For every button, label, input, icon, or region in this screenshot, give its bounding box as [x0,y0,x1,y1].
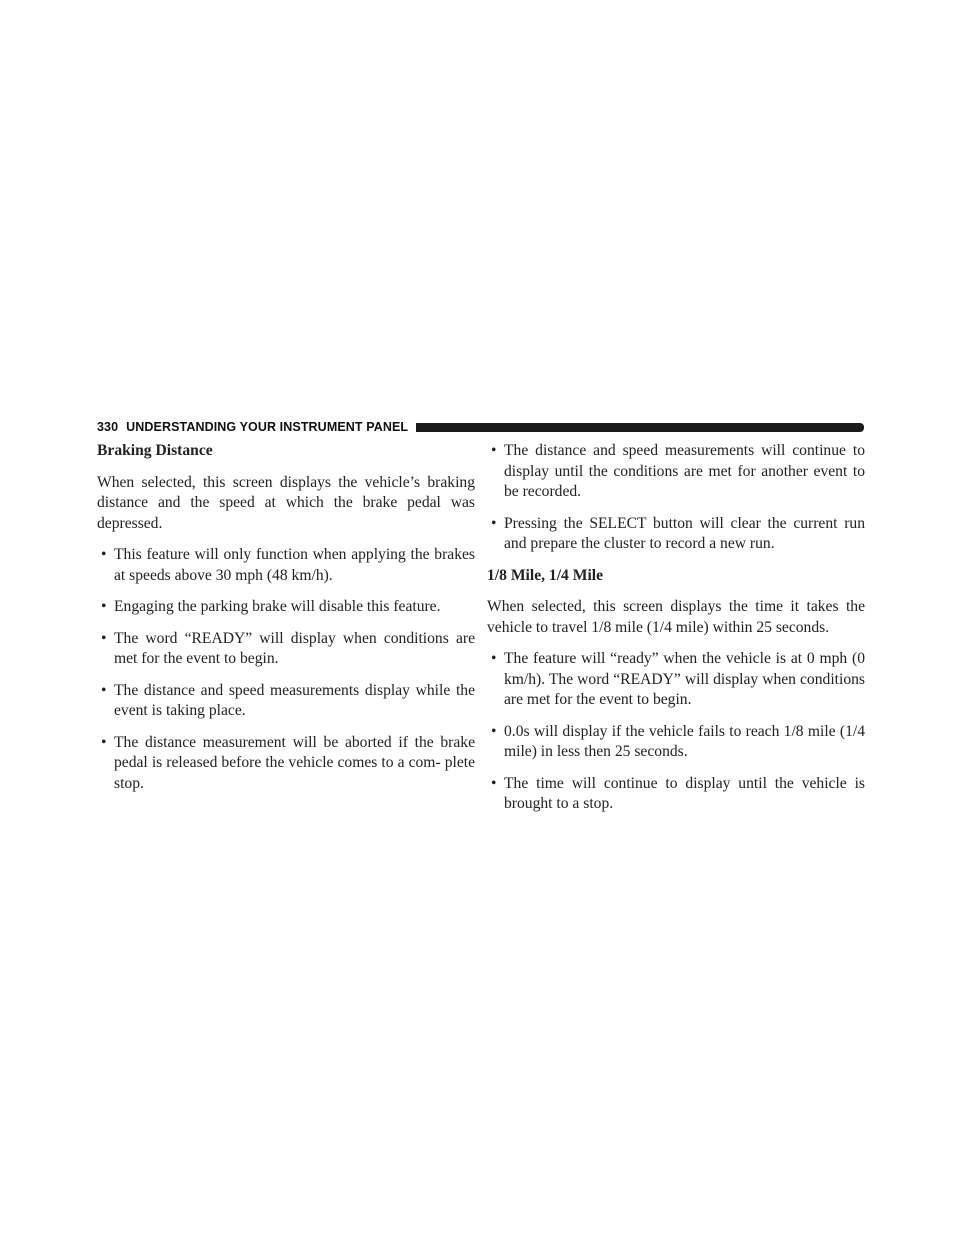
list-item [97,681,475,722]
list-item-text: The distance and speed measurements will continue to display until the conditions are met for another event to be recorded. [504,442,865,500]
header-rule [416,423,864,432]
list-item [487,722,865,763]
list-item-text: The word “READY” will display when conditions are met for the event to begin. [114,629,475,667]
list-item [487,441,865,503]
list-item-text: The time will continue to display until the vehicle is brought to a stop. [504,774,865,812]
bullet-icon: • [101,681,107,699]
bullet-icon: • [491,650,497,667]
list-item [97,597,475,618]
braking-distance-list-continued [487,441,865,555]
list-item-text: The distance and speed measurements display while the event is taking place. [114,681,475,719]
page-number: 330 [97,420,119,434]
list-item-text: This feature will only function when applying the brakes at speeds above 30 mph (48 km/h). [114,546,475,584]
list-item-text: Pressing the SELECT button will clear the current run and prepare the cluster to record a new run. [504,514,865,552]
list-item-text: The feature will “ready” when the vehicle is at 0 mph (0 km/h). The word “READY” will display when conditions are met for the event to begin. [504,650,865,708]
bullet-icon: • [101,629,107,647]
mile-heading: 1/8 Mile, 1/4 Mile [487,566,604,584]
bullet-icon: • [101,598,107,615]
page-header [97,419,864,435]
braking-distance-heading: Braking Distance [97,442,213,459]
bullet-icon: • [491,514,497,532]
section-title: UNDERSTANDING YOUR INSTRUMENT PANEL [126,420,409,434]
list-item [487,649,865,711]
list-item-text: The distance measurement will be aborted if the brake pedal is released before the vehicle comes to a com- plete stop. [114,733,475,792]
list-item [487,514,865,555]
bullet-icon: • [491,774,497,792]
list-item-text: 0.0s will display if the vehicle fails to reach 1/8 mile (1/4 mile) in less then 25 seconds. [504,722,865,760]
list-item [97,629,475,670]
list-item [487,774,865,815]
bullet-icon: • [491,442,497,459]
right-column [487,441,865,826]
bullet-icon: • [101,546,107,563]
left-column [97,441,475,805]
list-item [97,733,475,795]
list-item [97,545,475,586]
bullet-icon: • [101,733,107,751]
mile-intro: When selected, this screen displays the time it takes the vehicle to travel 1/8 mile (1/4 mile) within 25 seconds. [487,598,865,636]
mile-list [487,649,865,815]
braking-distance-list [97,545,475,794]
bullet-icon: • [491,722,497,740]
list-item-text: Engaging the parking brake will disable this feature. [114,598,441,615]
braking-distance-intro: When selected, this screen displays the vehicle’s braking distance and the speed at which the brake pedal was depressed. [97,473,475,532]
